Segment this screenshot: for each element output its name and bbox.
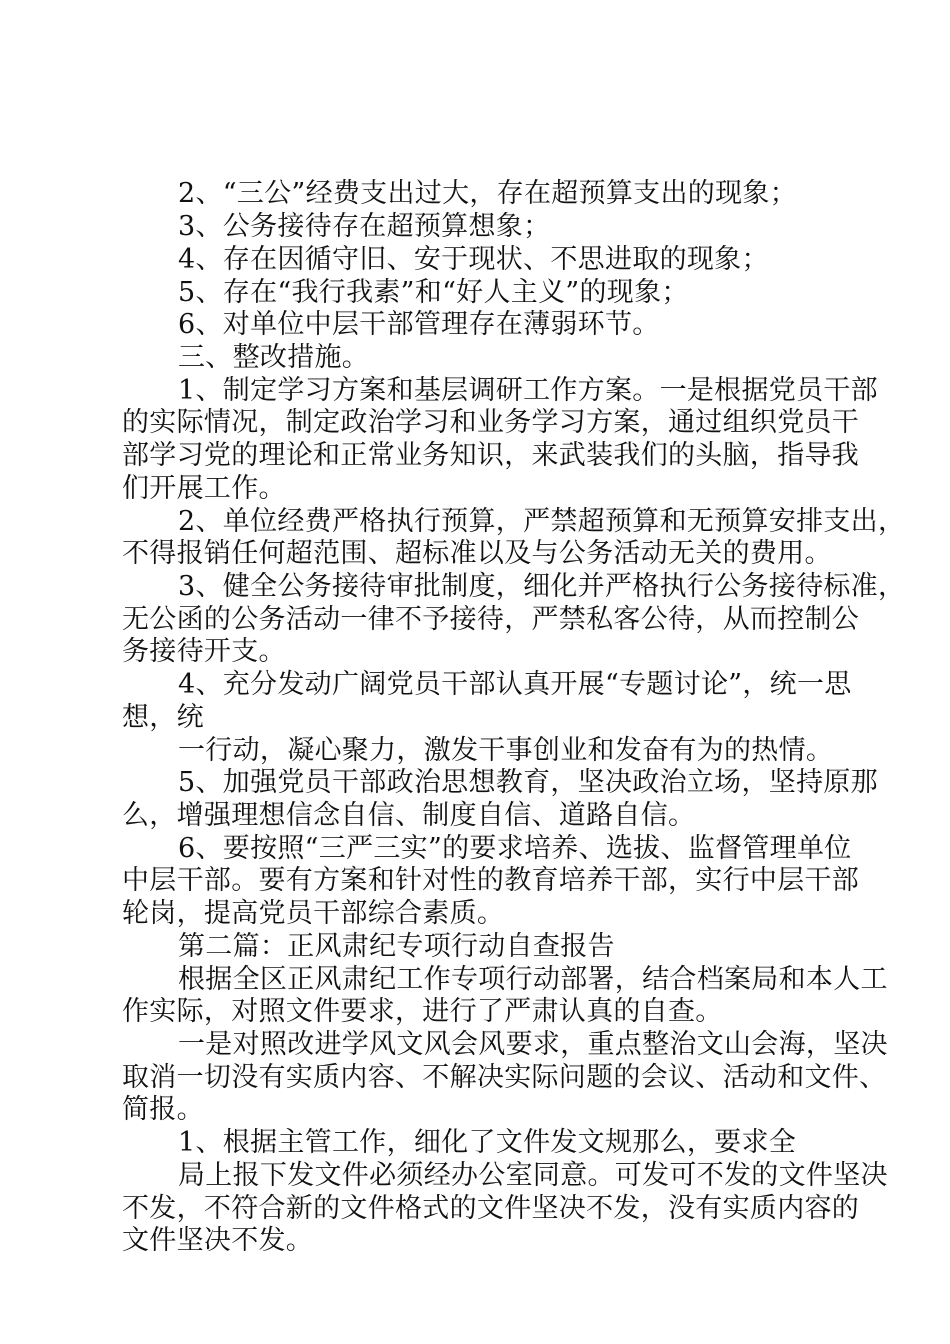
text-line: 无公函的公务活动一律不予接待，严禁私客公待，从而控制公 <box>122 604 860 635</box>
section-heading: 第二篇：正风肃纪专项行动自查报告 <box>178 931 615 962</box>
text-line: 1、制定学习方案和基层调研工作方案。一是根据党员干部 <box>178 375 878 406</box>
text-line: 不发，不符合新的文件格式的文件坚决不发，没有实质内容的 <box>122 1193 860 1224</box>
text-line: 局上报下发文件必须经办公室同意。可发可不发的文件坚决 <box>178 1160 888 1191</box>
text-line: 4、存在因循守旧、安于现状、不思进取的现象； <box>178 244 769 275</box>
text-line: 简报。 <box>122 1094 204 1125</box>
text-line: 3、公务接待存在超预算想象； <box>178 211 551 242</box>
text-line: 不得报销任何超范围、超标准以及与公务活动无关的费用。 <box>122 538 832 569</box>
text-line: 的实际情况，制定政治学习和业务学习方案，通过组织党员干 <box>122 407 860 438</box>
text-line: 2、单位经费严格执行预算，严禁超预算和无预算安排支出， <box>178 506 906 537</box>
text-line: 作实际，对照文件要求，进行了严肃认真的自查。 <box>122 996 723 1027</box>
text-line: 部学习党的理论和正常业务知识，来武装我们的头脑，指导我 <box>122 440 860 471</box>
text-line: 4、充分发动广阔党员干部认真开展“专题讨论”，统一思 <box>178 669 852 700</box>
text-line: 2、“三公”经费支出过大，存在超预算支出的现象； <box>178 178 797 209</box>
text-line: 中层干部。要有方案和针对性的教育培养干部，实行中层干部 <box>122 865 860 896</box>
text-line: 一是对照改进学风文风会风要求，重点整治文山会海，坚决 <box>178 1029 888 1060</box>
text-line: 一行动，凝心聚力，激发干事创业和发奋有为的热情。 <box>178 735 834 766</box>
text-line: 根据全区正风肃纪工作专项行动部署，结合档案局和本人工 <box>178 964 888 995</box>
text-line: 3、健全公务接待审批制度，细化并严格执行公务接待标准， <box>178 571 906 602</box>
text-line: 6、要按照“三严三实”的要求培养、选拔、监督管理单位 <box>178 833 852 864</box>
text-line: 5、存在“我行我素”和“好人主义”的现象； <box>178 277 689 308</box>
text-line: 5、加强党员干部政治思想教育，坚决政治立场，坚持原那 <box>178 767 878 798</box>
text-line: 1、根据主管工作，细化了文件发文规那么，要求全 <box>178 1127 797 1158</box>
text-line: 取消一切没有实质内容、不解决实际问题的会议、活动和文件、 <box>122 1062 887 1093</box>
text-line: 轮岗，提高党员干部综合素质。 <box>122 898 505 929</box>
text-line: 务接待开支。 <box>122 636 286 667</box>
text-line: 想，统 <box>122 702 204 733</box>
section-heading: 三、整改措施。 <box>178 342 370 373</box>
text-line: 么，增强理想信念自信、制度自信、道路自信。 <box>122 800 696 831</box>
text-line: 们开展工作。 <box>122 473 286 504</box>
text-line: 6、对单位中层干部管理存在薄弱环节。 <box>178 309 660 340</box>
text-line: 文件坚决不发。 <box>122 1225 314 1256</box>
